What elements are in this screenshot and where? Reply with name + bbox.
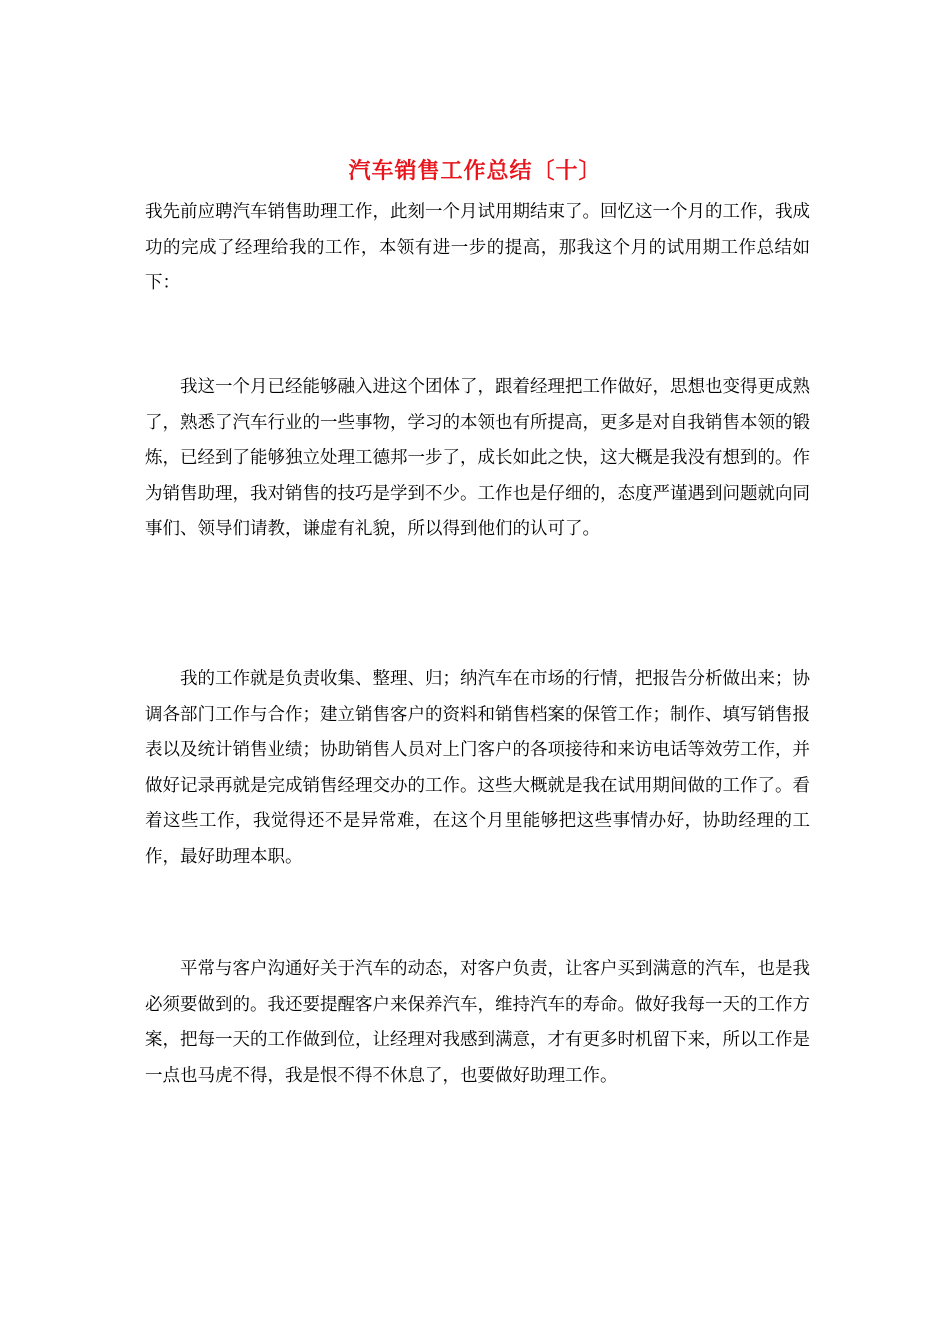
document-title: 汽车销售工作总结〔十〕 [348, 158, 602, 184]
paragraph-growth: 我这一个月已经能够融入进这个团体了，跟着经理把工作做好，思想也变得更成熟了，熟悉了汽车行业的一些事物，学习的本领也有所提高，更多是对自我销售本领的锻炼，已经到了能够独立处理工德邦一步了，成长如此之快，这大概是我没有想到的。作为销售助理，我对销售的技巧是学到不少。工作也是仔细的，态度严谨遇到问题就向同事们、领导们请教，谦虚有礼貌，所以得到他们的认可了。 [145, 377, 810, 539]
paragraph-intro: 我先前应聘汽车销售助理工作，此刻一个月试用期结束了。回忆这一个月的工作，我成功的完成了经理给我的工作，本领有进一步的提高，那我这个月的试用期工作总结如下： [145, 202, 810, 293]
paragraph-customers: 平常与客户沟通好关于汽车的动态，对客户负责，让客户买到满意的汽车，也是我必须要做到的。我还要提醒客户来保养汽车，维持汽车的寿命。做好我每一天的工作方案，把每一天的工作做到位，让经理对我感到满意，才有更多时机留下来，所以工作是一点也马虎不得，我是恨不得不休息了，也要做好助理工作。 [145, 959, 810, 1086]
paragraph-duties: 我的工作就是负责收集、整理、归；纳汽车在市场的行情，把报告分析做出来；协调各部门工作与合作；建立销售客户的资料和销售档案的保管工作；制作、填写销售报表以及统计销售业绩；协助销售人员对上门客户的各项接待和来访电话等效劳工作，并做好记录再就是完成销售经理交办的工作。这些大概就是我在试用期间做的工作了。看着这些工作，我觉得还不是异常难，在这个月里能够把这些事情办好，协助经理的工作，最好助理本职。 [145, 669, 810, 867]
